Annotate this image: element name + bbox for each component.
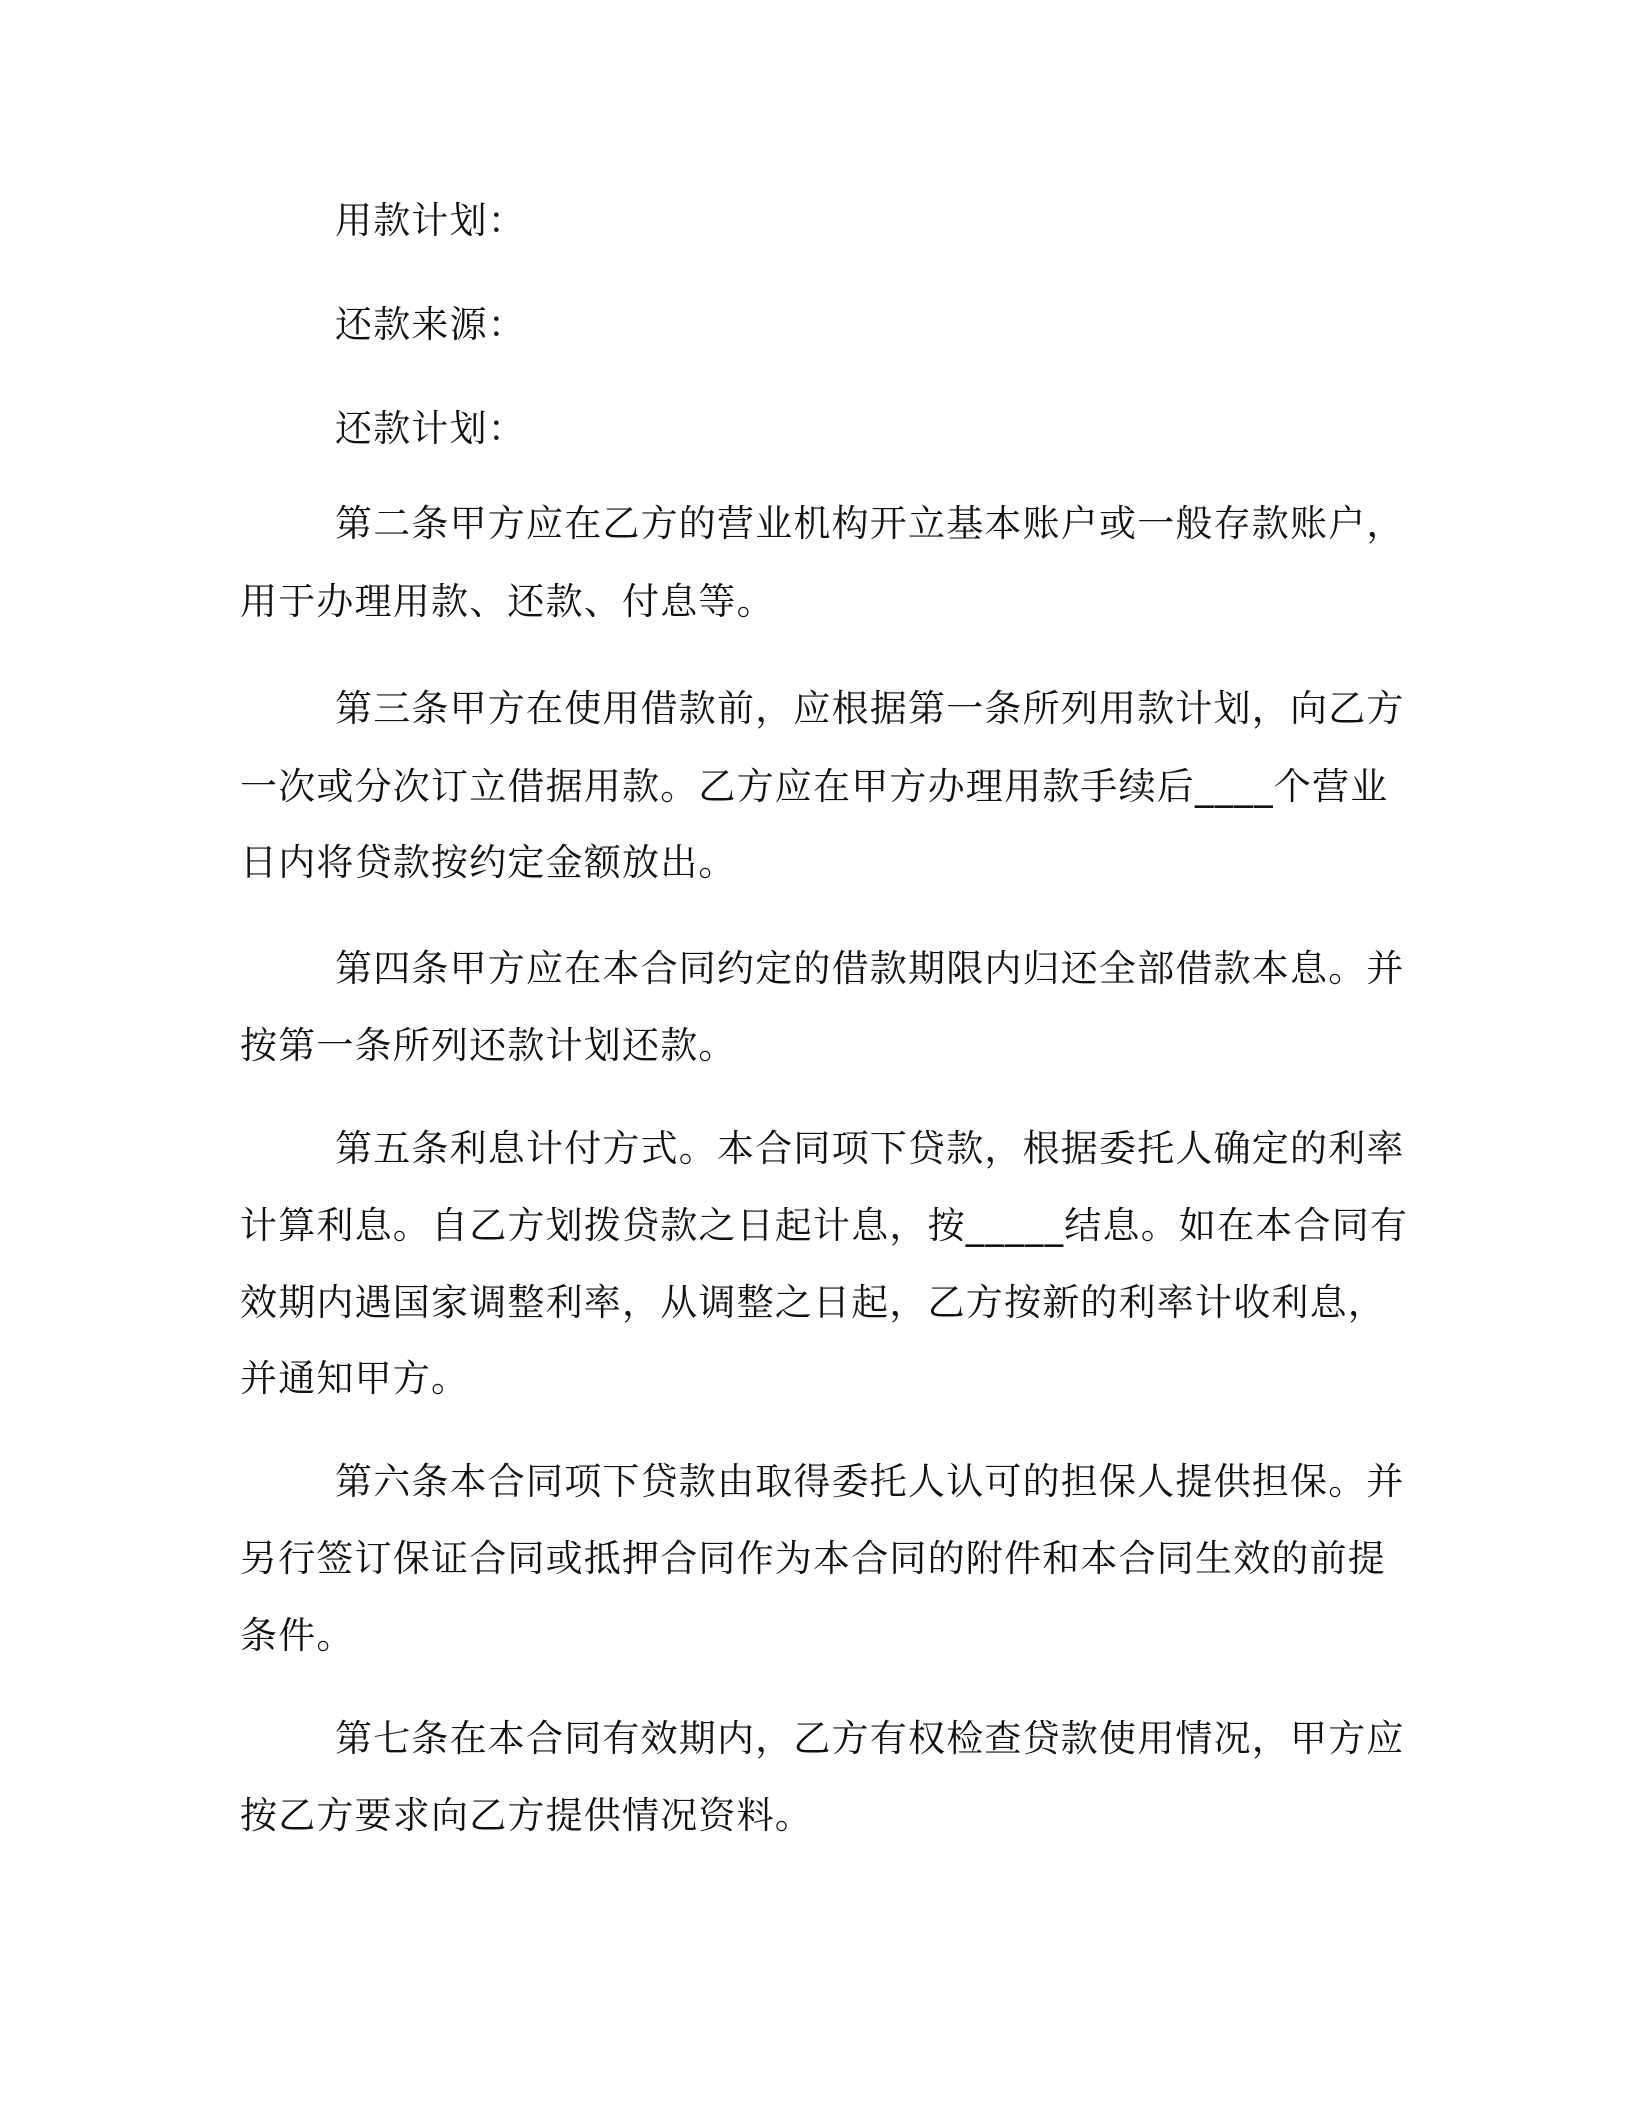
text-line: 用于办理用款、还款、付息等。 — [240, 580, 775, 623]
text-line: 用款计划： — [335, 199, 526, 242]
text-line: 一次或分次订立借据用款。乙方应在甲方办理用款手续后____个营业 — [240, 765, 1389, 808]
text-line: 另行签订保证合同或抵押合同作为本合同的附件和本合同生效的前提 — [240, 1537, 1386, 1580]
text-line: 第二条甲方应在乙方的营业机构开立基本账户或一般存款账户， — [335, 502, 1405, 545]
text-line: 第三条甲方在使用借款前，应根据第一条所列用款计划，向乙方 — [335, 687, 1405, 730]
text-line: 并通知甲方。 — [240, 1357, 470, 1400]
text-line: 计算利息。自乙方划拨贷款之日起计息，按_____结息。如在本合同有 — [240, 1204, 1409, 1247]
text-line: 按乙方要求向乙方提供情况资料。 — [240, 1794, 813, 1837]
text-line: 条件。 — [240, 1614, 355, 1657]
text-line: 还款来源： — [335, 303, 526, 346]
text-line: 还款计划： — [335, 407, 526, 450]
text-line: 第五条利息计付方式。本合同项下贷款，根据委托人确定的利率 — [335, 1127, 1405, 1170]
text-line: 按第一条所列还款计划还款。 — [240, 1024, 737, 1067]
text-line: 效期内遇国家调整利率，从调整之日起，乙方按新的利率计收利息， — [240, 1281, 1386, 1324]
text-line: 第四条甲方应在本合同约定的借款期限内归还全部借款本息。并 — [335, 947, 1405, 990]
text-line: 日内将贷款按约定金额放出。 — [240, 841, 737, 884]
text-line: 第七条在本合同有效期内，乙方有权检查贷款使用情况，甲方应 — [335, 1717, 1405, 1760]
text-line: 第六条本合同项下贷款由取得委托人认可的担保人提供担保。并 — [335, 1460, 1405, 1503]
